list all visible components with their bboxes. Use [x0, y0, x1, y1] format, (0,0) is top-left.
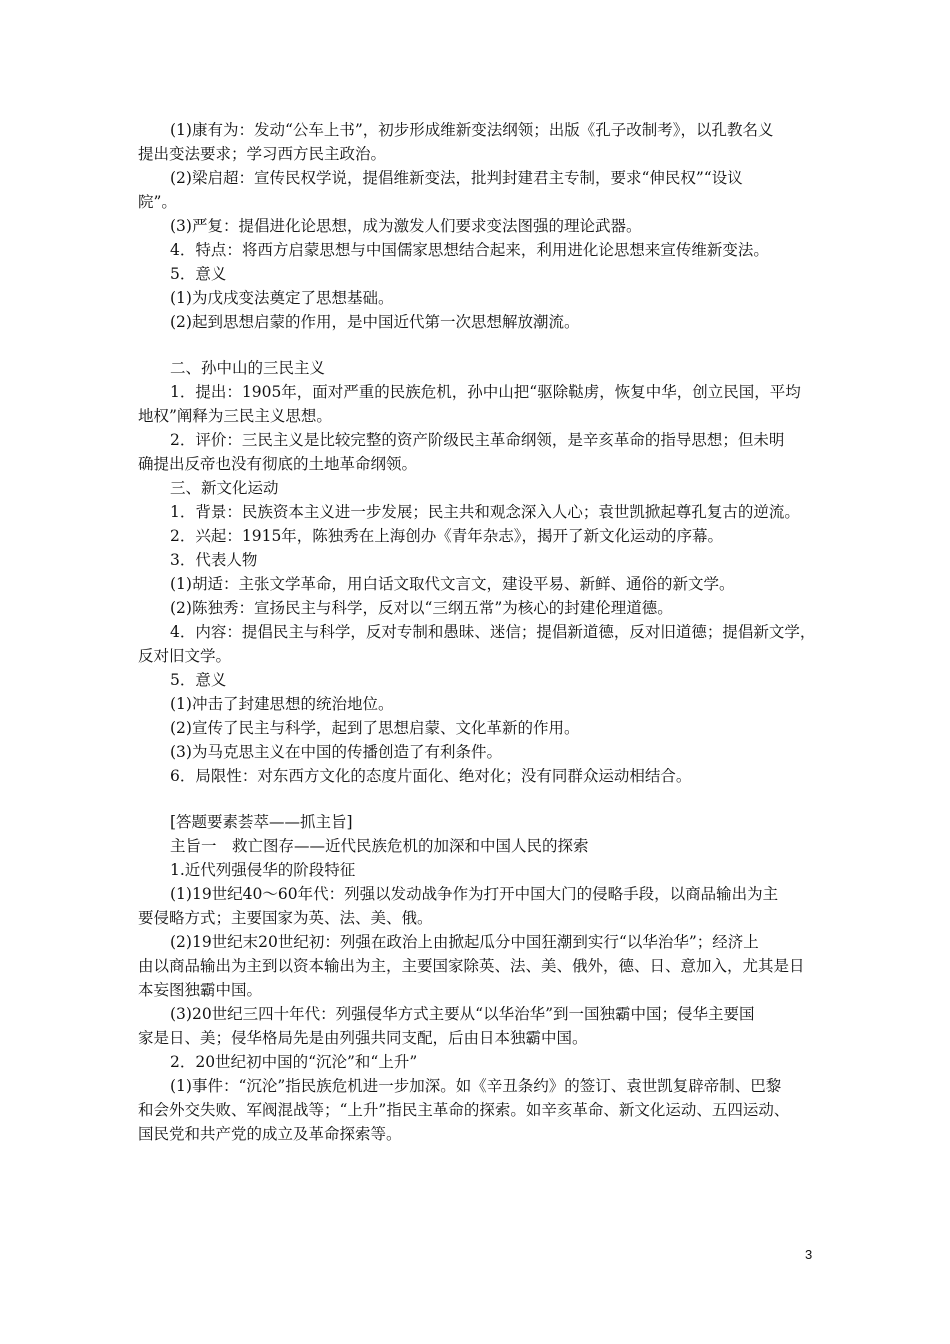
- text-line: 5．意义: [170, 265, 227, 283]
- text-line: 1.近代列强侵华的阶段特征: [170, 861, 356, 879]
- text-line: 本妄图独霸中国。: [138, 981, 263, 999]
- section-key-points: [138, 810, 818, 1146]
- page-number: 3: [805, 1247, 813, 1262]
- text-line: 4．特点：将西方启蒙思想与中国儒家思想结合起来，利用进化论思想来宣传维新变法。: [170, 241, 769, 259]
- text-line: 和会外交失败、军阀混战等；“上升”指民主革命的探索。如辛亥革命、新文化运动、五四运动、: [138, 1101, 790, 1119]
- text-line: [答题要素荟萃——抓主旨]: [170, 813, 353, 831]
- text-line: (1)19世纪40～60年代：列强以发动战争作为打开中国大门的侵略手段，以商品输出为主: [170, 885, 779, 903]
- text-line: (1)冲击了封建思想的统治地位。: [170, 695, 394, 713]
- text-line: 2．兴起：1915年，陈独秀在上海创办《青年杂志》，揭开了新文化运动的序幕。: [170, 527, 724, 545]
- text-line: 5．意义: [170, 671, 227, 689]
- text-line: 1．背景：民族资本主义进一步发展；民主共和观念深入人心；袁世凯掀起尊孔复古的逆流。: [170, 503, 800, 521]
- text-line: (3)为马克思主义在中国的传播创造了有利条件。: [170, 743, 502, 761]
- text-line: 三、新文化运动: [170, 479, 279, 497]
- text-line: 6．局限性：对东西方文化的态度片面化、绝对化；没有同群众运动相结合。: [170, 767, 692, 785]
- text-line: (2)起到思想启蒙的作用，是中国近代第一次思想解放潮流。: [170, 313, 580, 331]
- text-line: 提出变法要求；学习西方民主政治。: [138, 145, 387, 163]
- text-line: 3．代表人物: [170, 551, 258, 569]
- text-line: 确提出反帝也没有彻底的土地革命纲领。: [138, 455, 418, 473]
- text-line: 地权”阐释为三民主义思想。: [138, 407, 332, 425]
- text-line: (3)严复：提倡进化论思想，成为激发人们要求变法图强的理论武器。: [170, 217, 642, 235]
- text-line: (3)20世纪三四十年代：列强侵华方式主要从“以华治华”到一国独霸中国；侵华主要国: [170, 1005, 755, 1023]
- text-line: 1．提出：1905年，面对严重的民族危机，孙中山把“驱除鞑虏，恢复中华，创立民国，平均: [170, 383, 801, 401]
- section-gap: [138, 788, 818, 810]
- section-reformers: [138, 118, 818, 334]
- text-line: (2)梁启超：宣传民权学说，提倡维新变法，批判封建君主专制，要求“伸民权”“设议: [170, 169, 743, 187]
- text-line: (1)为戊戌变法奠定了思想基础。: [170, 289, 394, 307]
- text-line: 由以商品输出为主到以资本输出为主，主要国家除英、法、美、俄外，德、日、意加入，尤其是日: [138, 957, 805, 975]
- text-line: 4．内容：提倡民主与科学，反对专制和愚昧、迷信；提倡新道德，反对旧道德；提倡新文学，: [170, 623, 816, 641]
- text-line: (1)胡适：主张文学革命，用白话文取代文言文，建设平易、新鲜、通俗的新文学。: [170, 575, 735, 593]
- text-line: 二、孙中山的三民主义: [170, 359, 326, 377]
- text-line: (2)19世纪末20世纪初：列强在政治上由掀起瓜分中国狂潮到实行“以华治华”；经济上: [170, 933, 759, 951]
- text-line: 要侵略方式；主要国家为英、法、美、俄。: [138, 909, 433, 927]
- text-line: (1)事件：“沉沦”指民族危机进一步加深。如《辛丑条约》的签订、袁世凯复辟帝制、巴黎: [170, 1077, 782, 1095]
- section-gap: [138, 334, 818, 356]
- text-line: 2．评价：三民主义是比较完整的资产阶级民主革命纲领，是辛亥革命的指导思想；但未明: [170, 431, 785, 449]
- text-line: 国民党和共产党的成立及革命探索等。: [138, 1125, 402, 1143]
- section-sun-yatsen-new-culture: [138, 356, 818, 788]
- text-line: 家是日、美；侵华格局先是由列强共同支配，后由日本独霸中国。: [138, 1029, 588, 1047]
- text-line: 院”。: [138, 193, 177, 211]
- text-line: 反对旧文学。: [138, 647, 232, 665]
- page-content: [138, 118, 818, 1146]
- text-line: 2．20世纪初中国的“沉沦”和“上升”: [170, 1053, 418, 1071]
- text-line: (2)陈独秀：宣扬民主与科学，反对以“三纲五常”为核心的封建伦理道德。: [170, 599, 673, 617]
- text-line: (1)康有为：发动“公车上书”，初步形成维新变法纲领；出版《孔子改制考》，以孔教名义: [170, 121, 774, 139]
- text-line: (2)宣传了民主与科学，起到了思想启蒙、文化革新的作用。: [170, 719, 580, 737]
- text-line: 主旨一 救亡图存——近代民族危机的加深和中国人民的探索: [170, 837, 589, 855]
